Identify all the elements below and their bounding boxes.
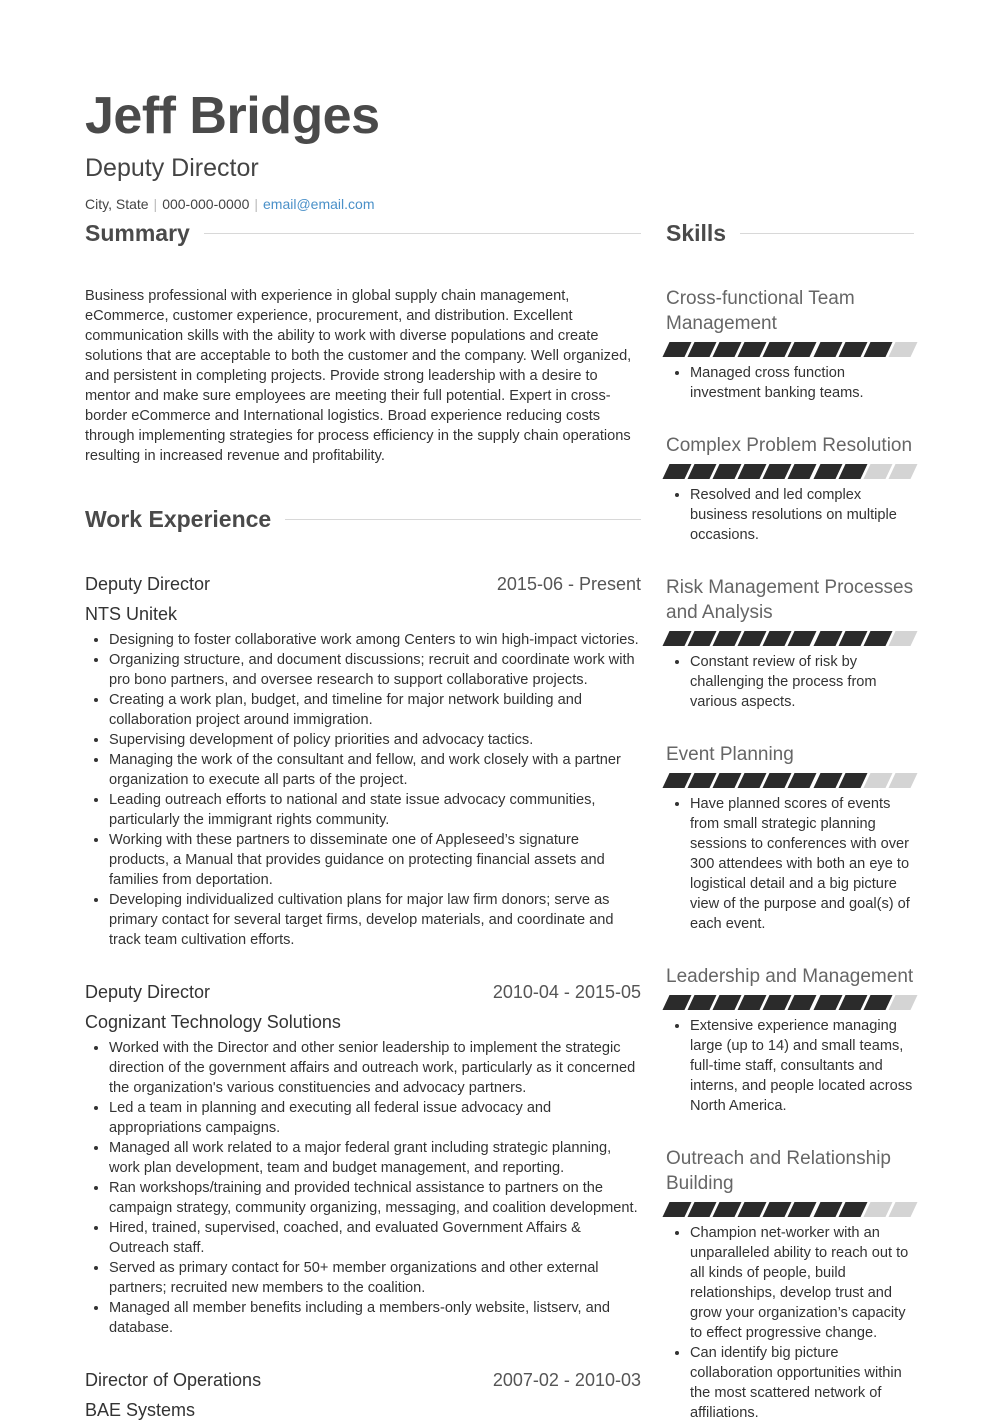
job-bullet: • Managed all member benefits including a members-only website, listserv, and database.: [109, 1298, 641, 1338]
skill-level-bar: [666, 995, 914, 1010]
skill-level-segment-filled: [788, 342, 817, 357]
job-bullet: • Led a team in planning and executing all federal issue advocacy and appropriations campaigns.: [109, 1098, 641, 1138]
right-column: [666, 218, 914, 1423]
skill-level-bar: [666, 464, 914, 479]
job-company: Cognizant Technology Solutions: [85, 1012, 341, 1032]
skill-bullet-list: [666, 363, 914, 403]
contact-email-link[interactable]: email@email.com: [263, 196, 375, 212]
skill-bullet: • Can identify big picture collaboration opportunities within the most scattered network of affiliations.: [690, 1343, 914, 1423]
skill-level-segment-filled: [863, 631, 892, 646]
skill-name: Leadership and Management: [666, 966, 914, 987]
job-bullet: • Working with these partners to disseminate one of Appleseed’s signature products, a Manual that provides guidance on protecting financial assets and families from deportation.: [109, 830, 641, 890]
candidate-title: Deputy Director: [85, 154, 259, 182]
skill-level-segment-filled: [788, 464, 817, 479]
contact-separator: |: [254, 196, 259, 212]
contact-line: [85, 195, 374, 213]
skill-bullet-list: [666, 485, 914, 545]
job-bullet: • Supervising development of policy priorities and advocacy tactics.: [109, 730, 641, 750]
skill-level-segment-filled: [863, 342, 892, 357]
skill-bullet-list: [666, 1223, 914, 1423]
job-company: NTS Unitek: [85, 604, 178, 624]
skill-level-segment-empty: [888, 1202, 917, 1217]
job-entry: [85, 1368, 641, 1422]
skill-bullet: • Managed cross function investment banking teams.: [690, 363, 914, 403]
job-entry: [85, 572, 641, 950]
skill-bullet-list: [666, 652, 914, 712]
skill-level-bar: [666, 342, 914, 357]
skill-level-segment-filled: [813, 995, 842, 1010]
skill-level-segment-filled: [838, 631, 867, 646]
heading-rule: [285, 519, 641, 520]
left-column: [85, 218, 641, 1422]
skill-level-segment-filled: [838, 995, 867, 1010]
job-title: Deputy Director: [85, 574, 211, 594]
job-bullet-list: [85, 630, 641, 950]
skill-name: Complex Problem Resolution: [666, 435, 913, 456]
skill-level-bar: [666, 773, 914, 788]
skill-entry: [666, 575, 914, 712]
skills-heading: [666, 218, 914, 248]
job-bullet: • Managing the work of the consultant and fellow, and work closely with a partner organization to execute all parts of the project.: [109, 750, 641, 790]
job-header: [85, 980, 641, 1004]
contact-phone: 000-000-0000: [162, 196, 250, 212]
job-header: [85, 572, 641, 596]
skill-level-bar: [666, 1202, 914, 1217]
skill-name: Risk Management Processes and Analysis: [666, 577, 914, 623]
job-bullet: • Ran workshops/training and provided technical assistance to partners on the campaign strategy, community organizing, messaging, and coalition development.: [109, 1178, 641, 1218]
skill-level-segment-filled: [838, 464, 867, 479]
skill-level-segment-empty: [888, 995, 917, 1010]
summary-heading-text: Summary: [85, 219, 190, 246]
job-list: [85, 572, 641, 1422]
skill-level-segment-filled: [788, 773, 817, 788]
skill-bullet: • Constant review of risk by challenging the process from various aspects.: [690, 652, 914, 712]
skill-level-segment-empty: [863, 1202, 892, 1217]
job-bullet: • Managed all work related to a major federal grant including strategic planning, work plan development, team and budget management, and reporting.: [109, 1138, 641, 1178]
skill-level-segment-empty: [863, 773, 892, 788]
skill-entry: [666, 742, 914, 934]
skill-level-segment-empty: [863, 464, 892, 479]
skills-heading-text: Skills: [666, 219, 727, 246]
skill-entry: [666, 433, 914, 545]
job-dates: 2015-06 - Present: [496, 574, 641, 594]
skill-level-segment-filled: [838, 342, 867, 357]
skill-bullet: • Resolved and led complex business resolutions on multiple occasions.: [690, 485, 914, 545]
skill-bullet: • Extensive experience managing large (up to 14) and small teams, full-time staff, consultants and interns, and people located across North America.: [690, 1016, 914, 1116]
job-bullet: • Leading outreach efforts to national and state issue advocacy communities, particularly the immigrant rights community.: [109, 790, 641, 830]
summary-heading: [85, 218, 641, 248]
skill-name: Cross-functional Team Management: [666, 288, 855, 334]
job-company: BAE Systems: [85, 1400, 196, 1420]
job-dates: 2007-02 - 2010-03: [492, 1370, 641, 1390]
skill-level-segment-filled: [838, 773, 867, 788]
work-heading-text: Work Experience: [85, 505, 272, 532]
job-bullet: • Served as primary contact for 50+ member organizations and other external partners; recruited new members to the coalition.: [109, 1258, 641, 1298]
job-title: Deputy Director: [85, 982, 211, 1002]
heading-rule: [204, 233, 641, 234]
skill-level-segment-filled: [813, 1202, 842, 1217]
job-entry: [85, 980, 641, 1338]
skill-level-segment-filled: [788, 1202, 817, 1217]
skill-level-segment-filled: [813, 342, 842, 357]
skill-bullet-list: [666, 1016, 914, 1116]
skill-level-segment-empty: [888, 342, 917, 357]
job-bullet: • Creating a work plan, budget, and timeline for major network building and collaboration project around immigration.: [109, 690, 641, 730]
skill-level-segment-empty: [888, 464, 917, 479]
candidate-name: Jeff Bridges: [85, 87, 380, 145]
skill-level-segment-empty: [888, 773, 917, 788]
skill-level-segment-filled: [813, 631, 842, 646]
skill-level-segment-filled: [838, 1202, 867, 1217]
skill-bullet: • Champion net-worker with an unparalleled ability to reach out to all kinds of people, build relationships, develop trust and grow your organization’s capacity to effect progressive change.: [690, 1223, 914, 1343]
job-bullet: • Developing individualized cultivation plans for major law firm donors; serve as primary contact for several target firms, develop materials, and coordinate and track team cultivation efforts.: [109, 890, 641, 950]
skill-level-segment-filled: [788, 631, 817, 646]
skill-entry: [666, 1146, 914, 1423]
skill-list: [666, 286, 914, 1423]
summary-text: Business professional with experience in global supply chain management, eCommerce, customer experience, procurement, and distribution. Excellent communication skills with the ability to work with diverse populations and create solutions that are acceptable to both the customer and the company. Well organized, and persistent in completing projects. Provide strong leadership with a desire to mentor and make sure employees are meeting their full potential. Expert in cross-border eCommerce and International logistics. Broad experience reducing costs through implementing strategies for process efficiency in the supply chain operations resulting in increased revenue and profitability.: [85, 288, 632, 464]
skill-name: Event Planning: [666, 744, 794, 765]
job-dates: 2010-04 - 2015-05: [492, 982, 641, 1002]
job-bullet: • Hired, trained, supervised, coached, and evaluated Government Affairs & Outreach staff.: [109, 1218, 641, 1258]
skill-level-segment-filled: [788, 995, 817, 1010]
job-header: [85, 1368, 641, 1392]
skill-level-segment-filled: [813, 464, 842, 479]
job-bullet: • Designing to foster collaborative work among Centers to win high-impact victories.: [109, 630, 641, 650]
skill-entry: [666, 286, 914, 403]
job-bullet: • Organizing structure, and document discussions; recruit and coordinate work with pro bono partners, and oversee research to support collaborative projects.: [109, 650, 641, 690]
skill-level-segment-filled: [813, 773, 842, 788]
job-bullet: • Worked with the Director and other senior leadership to implement the strategic direction of the government affairs and outreach work, particularly as it concerned the organization's various constituencies and advocacy partners.: [109, 1038, 641, 1098]
contact-city: City, State: [85, 196, 149, 212]
skill-level-bar: [666, 631, 914, 646]
skill-bullet-list: [666, 794, 914, 934]
work-heading: [85, 504, 641, 534]
skill-entry: [666, 964, 914, 1116]
job-title: Director of Operations: [85, 1370, 262, 1390]
skill-bullet: • Have planned scores of events from small strategic planning sessions to conferences with over 300 attendees with both an eye to logistical detail and a big picture view of the purpose and goal(s) of each event.: [690, 794, 914, 934]
job-bullet-list: [85, 1038, 641, 1338]
contact-separator: |: [153, 196, 158, 212]
heading-rule: [740, 233, 914, 234]
skill-name: Outreach and Relationship Building: [666, 1148, 891, 1194]
skill-level-segment-filled: [863, 995, 892, 1010]
skill-level-segment-empty: [888, 631, 917, 646]
